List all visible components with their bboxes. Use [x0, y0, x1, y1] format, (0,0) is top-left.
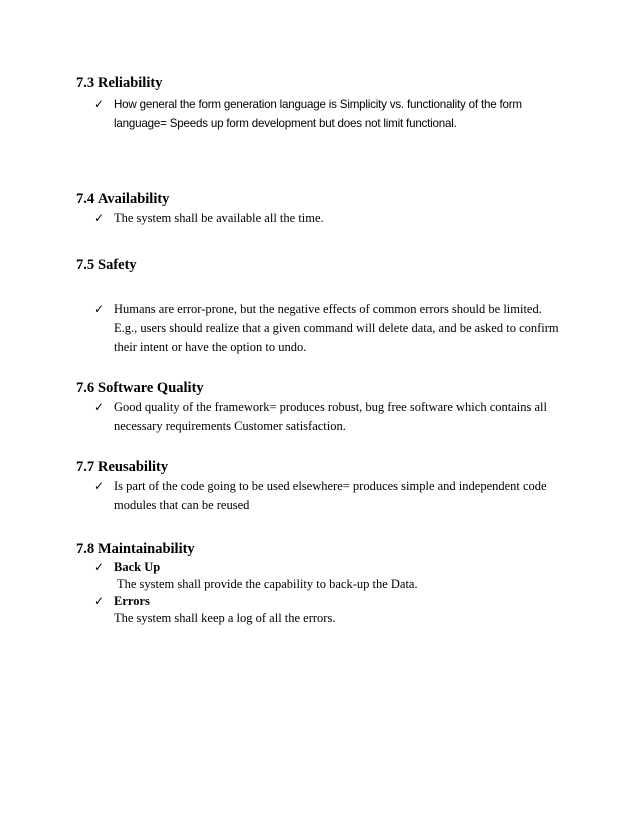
section-number: 7.8: [76, 541, 95, 557]
bullet-label: Errors: [114, 594, 150, 608]
section-heading-software-quality: [76, 379, 204, 397]
section-number: 7.3: [76, 75, 95, 91]
bullet-text: Is part of the code going to be used elsewhere= produces simple and independent code modules that can be reused: [114, 479, 547, 512]
bullet-text: The system shall be available all the time.: [114, 211, 324, 225]
bullet-text: Humans are error-prone, but the negative effects of common errors should be limited. E.g., users should realize that a given command will delete data, and be asked to confirm their intent or have the option to undo.: [114, 302, 559, 354]
checkmark-icon: ✓: [94, 302, 105, 316]
section-heading-safety: [76, 256, 137, 274]
section-title: Software Quality: [98, 380, 204, 396]
section-title: Availability: [98, 191, 170, 207]
bullet-item-safety: [94, 300, 564, 357]
section-number: 7.4: [76, 191, 95, 207]
bullet-item-reusability: [94, 477, 554, 515]
section-title: Maintainability: [98, 541, 195, 557]
section-number: 7.7: [76, 459, 95, 475]
section-heading-reusability: [76, 458, 168, 476]
section-number: 7.5: [76, 257, 95, 273]
bullet-label: Back Up: [114, 560, 161, 574]
section-title: Reusability: [98, 459, 169, 475]
checkmark-icon: ✓: [94, 97, 104, 111]
checkmark-icon: ✓: [94, 211, 105, 225]
checkmark-icon: ✓: [94, 479, 105, 493]
section-heading-availability: [76, 190, 169, 208]
bullet-text: How general the form generation language is Simplicity vs. functionality of the form language= Speeds up form development but does not limit functional.: [114, 98, 522, 130]
checkmark-icon: ✓: [94, 594, 105, 608]
bullet-item-software-quality: [94, 398, 554, 436]
checkmark-icon: ✓: [94, 560, 105, 574]
errors-description: The system shall keep a log of all the errors.: [114, 611, 336, 625]
section-heading-maintainability: [76, 540, 195, 558]
bullet-item-reliability: [94, 95, 574, 133]
section-number: 7.6: [76, 380, 95, 396]
section-title: Reliability: [98, 75, 163, 91]
checkmark-icon: ✓: [94, 400, 105, 414]
bullet-text: Good quality of the framework= produces robust, bug free software which contains all necessary requirements Customer satisfaction.: [114, 400, 547, 433]
section-heading-reliability: [76, 74, 162, 92]
bullet-item-availability: [94, 209, 574, 228]
backup-description: The system shall provide the capability to back-up the Data.: [117, 577, 418, 591]
section-title: Safety: [98, 257, 137, 273]
